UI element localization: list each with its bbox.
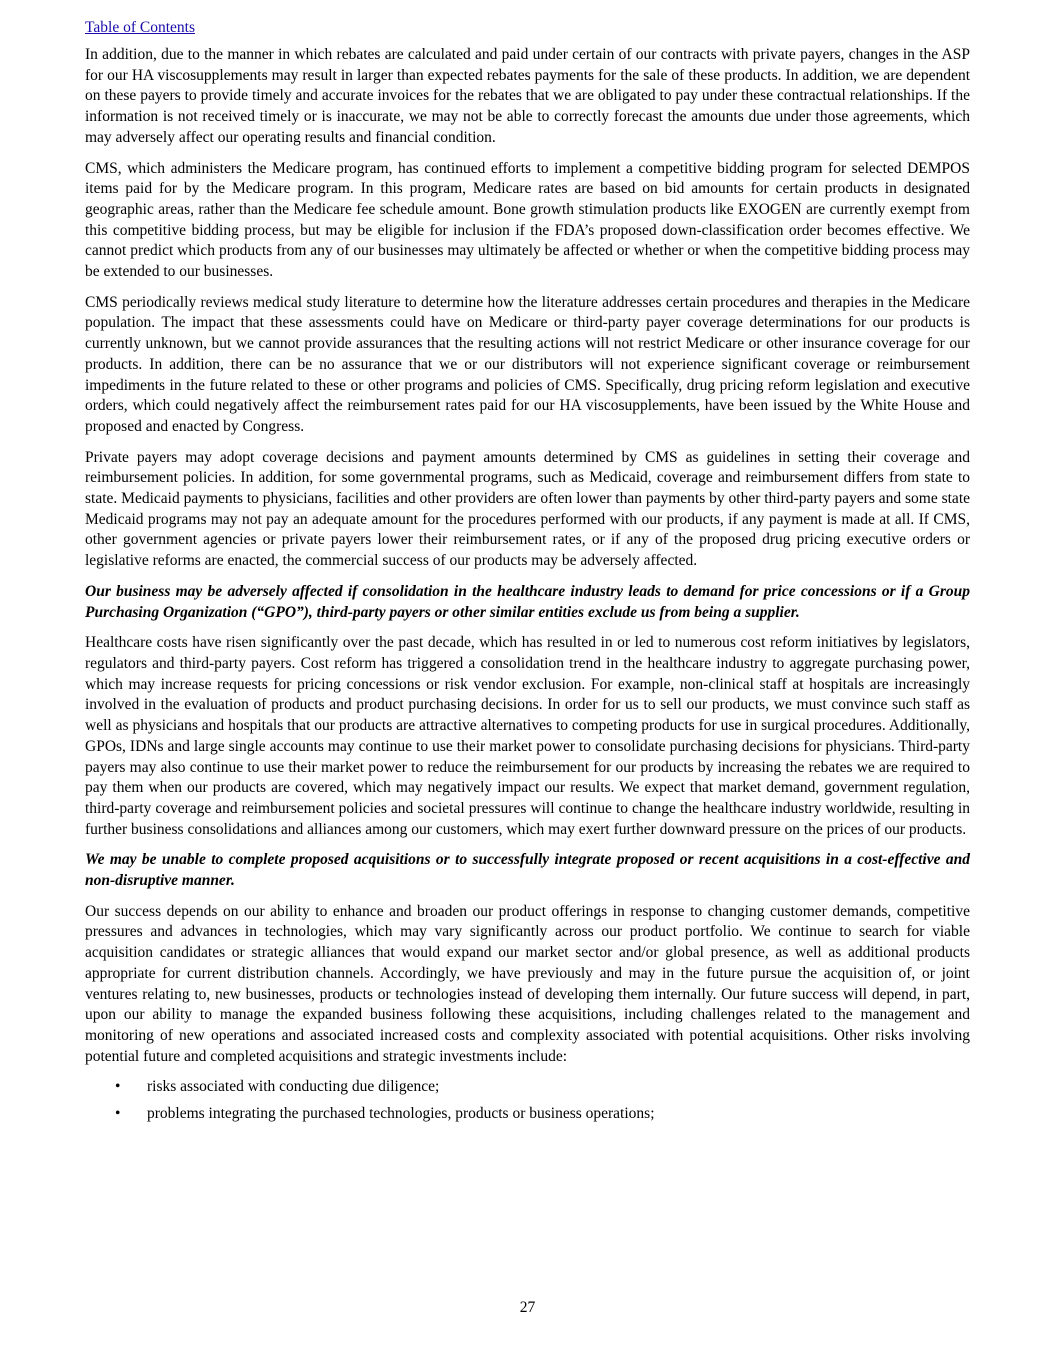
risk-bullet-list	[85, 1077, 970, 1124]
document-body	[85, 45, 970, 1130]
paragraph-competitive-bidding: CMS, which administers the Medicare program, has continued efforts to implement a competitive bidding program for selected DEMPOS items paid for by the Medicare program. In this program, Medicare rates are based on bid amounts for certain products in designated geographic areas, rather than the Medicare fee schedule amount. Bone growth stimulation products like EXOGEN are currently exempt from this competitive bidding process, but may be eligible for inclusion if the FDA’s proposed down-classification order becomes effective. We cannot predict which products from any of our businesses may ultimately be affected or whether or when the competitive bidding process may be extended to our businesses.	[85, 159, 970, 281]
paragraph-acquisitions: Our success depends on our ability to enhance and broaden our product offerings in response to changing customer demands, competitive pressures and advances in technologies, which may vary significantly across our product portfolio. We continue to search for viable acquisition candidates or strategic alliances that would expand our market sector and/or global presence, as well as additional products appropriate for current distribution channels. Accordingly, we have previously and may in the future pursue the acquisition of, or joint ventures relating to, new businesses, products or technologies instead of developing them internally. Our future success will depend, in part, upon our ability to manage the expanded business following these acquisitions, including challenges related to the management and monitoring of new operations and associated increased costs and complexity associated with potential acquisitions. Other risks involving potential future and completed acquisitions and strategic investments include:	[85, 902, 970, 1065]
page-number: 27	[519, 1299, 536, 1316]
bullet-marker: •	[115, 1104, 121, 1122]
paragraph-private-payers: Private payers may adopt coverage decisions and payment amounts determined by CMS as guidelines in setting their coverage and reimbursement policies. In addition, for some governmental programs, such as Medicaid, coverage and reimbursement differs from state to state. Medicaid payments to physicians, facilities and other providers are often lower than payments by other third-party payers and some state Medicaid programs may not pay an adequate amount for the procedures performed with our products, if any payment is made at all. If CMS, other government agencies or private payers lower their reimbursement rates, or if any of the proposed drug pricing executive orders or legislative reforms are enacted, the commercial success of our products may be adversely affected.	[85, 448, 970, 570]
risk-heading-consolidation: Our business may be adversely affected if consolidation in the healthcare industry leads to demand for price concessions or if a Group Purchasing Organization (“GPO”), third-party payers or other similar entities exclude us from being a supplier.	[85, 582, 970, 621]
paragraph-cms-reviews: CMS periodically reviews medical study literature to determine how the literature addresses certain procedures and therapies in the Medicare population. The impact that these assessments could have on Medicare or third-party payer coverage determinations for our products is currently unknown, but we cannot provide assurances that the resulting actions will not restrict Medicare or other insurance coverage for our products. In addition, there can be no assurance that we or our distributors will not experience significant coverage or reimbursement impediments in the future related to these or other programs and policies of CMS. Specifically, drug pricing reform legislation and executive orders, which could negatively affect the reimbursement rates paid for our HA viscosupplements, have been issued by the White House and proposed and enacted by Congress.	[85, 293, 970, 435]
list-item-text: risks associated with conducting due diligence;	[147, 1078, 440, 1096]
table-of-contents-link[interactable]: Table of Contents	[85, 19, 195, 36]
list-item	[85, 1077, 970, 1098]
list-item	[85, 1104, 970, 1125]
paragraph-healthcare-costs: Healthcare costs have risen significantly over the past decade, which has resulted in or led to numerous cost reform initiatives by legislators, regulators and third-party payers. Cost reform has triggered a consolidation trend in the healthcare industry to aggregate purchasing power, which may increase requests for pricing concessions or risk vendor exclusion. For example, non-clinical staff at hospitals are increasingly involved in the evaluation of products and product purchasing decisions. In order for us to sell our products, we must convince such staff as well as physicians and hospitals that our products are attractive alternatives to competing products for use in surgical procedures. Additionally, GPOs, IDNs and large single accounts may continue to use their market power to consolidate purchasing decisions for physicians. Third-party payers may also continue to use their market power to reduce the reimbursement for our products by increasing the rebates we are required to pay them when our products are covered, which may negatively impact our results. We expect that market demand, government regulation, third-party coverage and reimbursement policies and societal pressures will continue to change the healthcare industry worldwide, resulting in further business consolidations and alliances among our customers, which may exert further downward pressure on the prices of our products.	[85, 634, 970, 838]
list-item-text: problems integrating the purchased technologies, products or business operations;	[147, 1104, 655, 1122]
risk-heading-acquisitions: We may be unable to complete proposed acquisitions or to successfully integrate proposed or recent acquisitions in a cost-effective and non-disruptive manner.	[85, 851, 970, 890]
bullet-marker: •	[115, 1078, 121, 1096]
paragraph-rebates: In addition, due to the manner in which rebates are calculated and paid under certain of our contracts with private payers, changes in the ASP for our HA viscosupplements may result in larger than expected rebates payments for the sale of these products. In addition, we are dependent on these payers to provide timely and accurate invoices for the rebates that we are obligated to pay under these contractual relationships. If the information is not received timely or is inaccurate, we may not be able to correctly forecast the amounts due under those agreements, which may adversely affect our operating results and financial condition.	[85, 46, 970, 146]
